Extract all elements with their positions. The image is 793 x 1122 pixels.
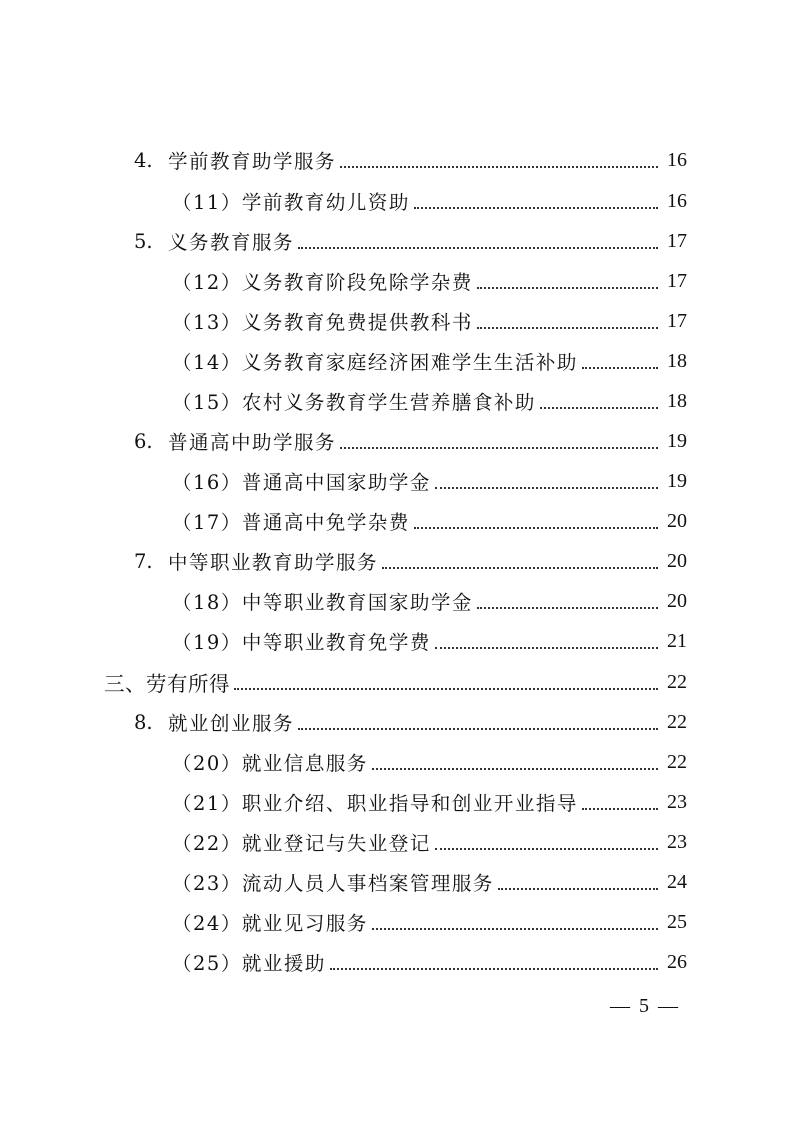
toc-title: （15）农村义务教育学生营养膳食补助 (172, 391, 536, 414)
toc-number: 7. (134, 549, 153, 573)
toc-title: （22）就业登记与失业登记 (172, 832, 431, 855)
toc-leader-dots (498, 887, 658, 890)
toc-page-number: 17 (667, 269, 687, 292)
toc-leader-dots (414, 526, 658, 529)
toc-number: 5. (134, 229, 153, 253)
toc-page-number: 20 (667, 589, 687, 612)
toc-row[interactable] (172, 581, 687, 621)
toc-leader-dots (340, 165, 658, 168)
toc-title: （18）中等职业教育国家助学金 (172, 591, 473, 614)
toc-section-title: 三、劳有所得 (104, 672, 230, 696)
toc-title: （25）就业援助 (172, 952, 326, 975)
toc-leader-dots (435, 847, 658, 850)
toc-title: （16）普通高中国家助学金 (172, 471, 431, 494)
toc-leader-dots (298, 727, 658, 730)
toc-row[interactable] (172, 461, 687, 501)
toc-row[interactable] (172, 261, 687, 301)
toc-leader-dots (582, 807, 658, 810)
toc-number: 6. (134, 429, 153, 453)
toc-page-number: 18 (667, 389, 687, 412)
toc-number: 4. (134, 148, 153, 172)
toc-page-number: 19 (667, 429, 687, 452)
toc-page-number: 22 (667, 710, 687, 733)
toc-page-number: 22 (667, 670, 687, 693)
toc-row[interactable] (172, 862, 687, 902)
toc-row[interactable] (172, 621, 687, 661)
toc-row[interactable] (134, 221, 687, 261)
toc-row[interactable] (134, 421, 687, 461)
toc-row[interactable] (172, 341, 687, 381)
toc-page-number: 20 (667, 509, 687, 532)
toc-leader-dots (372, 767, 658, 770)
toc-title: （19）中等职业教育免学费 (172, 631, 431, 654)
toc-leader-dots (582, 366, 658, 369)
toc-row[interactable] (172, 902, 687, 942)
toc-page-number: 19 (667, 469, 687, 492)
toc-title: （20）就业信息服务 (172, 752, 368, 775)
toc-page-number: 16 (667, 189, 687, 212)
toc-row[interactable] (134, 702, 687, 742)
toc-title: （21）职业介绍、职业指导和创业开业指导 (172, 792, 578, 815)
toc-leader-dots (435, 486, 658, 489)
toc-row[interactable] (134, 140, 687, 180)
toc-leader-dots (435, 646, 658, 649)
toc-page-number: 18 (667, 349, 687, 372)
toc-number: 8. (134, 710, 153, 734)
toc-row[interactable] (172, 742, 687, 782)
toc-leader-dots (234, 687, 658, 690)
toc-page-number: 26 (667, 950, 687, 973)
toc-row[interactable] (172, 942, 687, 982)
toc-title: （17）普通高中免学杂费 (172, 511, 410, 534)
toc-title: 义务教育服务 (168, 231, 295, 254)
toc-leader-dots (477, 606, 658, 609)
toc-row[interactable] (172, 181, 687, 221)
toc-leader-dots (340, 446, 658, 449)
toc-row[interactable] (172, 822, 687, 862)
toc-leader-dots (540, 406, 658, 409)
toc-title: （11）学前教育幼儿资助 (172, 191, 410, 214)
toc-row[interactable] (172, 381, 687, 421)
toc-title: （24）就业见习服务 (172, 912, 368, 935)
toc-title: 中等职业教育助学服务 (168, 551, 379, 574)
page-number-footer: — 5 — (610, 994, 680, 1017)
toc-title: 普通高中助学服务 (168, 431, 337, 454)
toc-title: （12）义务教育阶段免除学杂费 (172, 271, 473, 294)
toc-page-number: 17 (667, 229, 687, 252)
toc-title: 学前教育助学服务 (168, 150, 337, 173)
toc-row[interactable] (172, 301, 687, 341)
toc-page-number: 21 (667, 629, 687, 652)
toc-title: （23）流动人员人事档案管理服务 (172, 872, 494, 895)
toc-title: （13）义务教育免费提供教科书 (172, 311, 473, 334)
toc-row[interactable] (104, 662, 687, 702)
toc-leader-dots (382, 566, 658, 569)
toc-title: 就业创业服务 (168, 712, 295, 735)
toc-row[interactable] (134, 541, 687, 581)
toc-leader-dots (372, 927, 658, 930)
toc-page-number: 16 (667, 148, 687, 171)
toc-page-number: 25 (667, 910, 687, 933)
toc-leader-dots (330, 967, 658, 970)
toc-page-number: 23 (667, 830, 687, 853)
toc-row[interactable] (172, 782, 687, 822)
toc-page-number: 22 (667, 750, 687, 773)
toc-leader-dots (477, 326, 658, 329)
toc-page-number: 17 (667, 309, 687, 332)
toc-leader-dots (298, 246, 658, 249)
toc-title: （14）义务教育家庭经济困难学生生活补助 (172, 351, 578, 374)
toc-leader-dots (477, 286, 658, 289)
toc-leader-dots (414, 206, 658, 209)
toc-page-number: 24 (667, 870, 687, 893)
toc-page-number: 23 (667, 790, 687, 813)
toc-page-number: 20 (667, 549, 687, 572)
toc-row[interactable] (172, 501, 687, 541)
